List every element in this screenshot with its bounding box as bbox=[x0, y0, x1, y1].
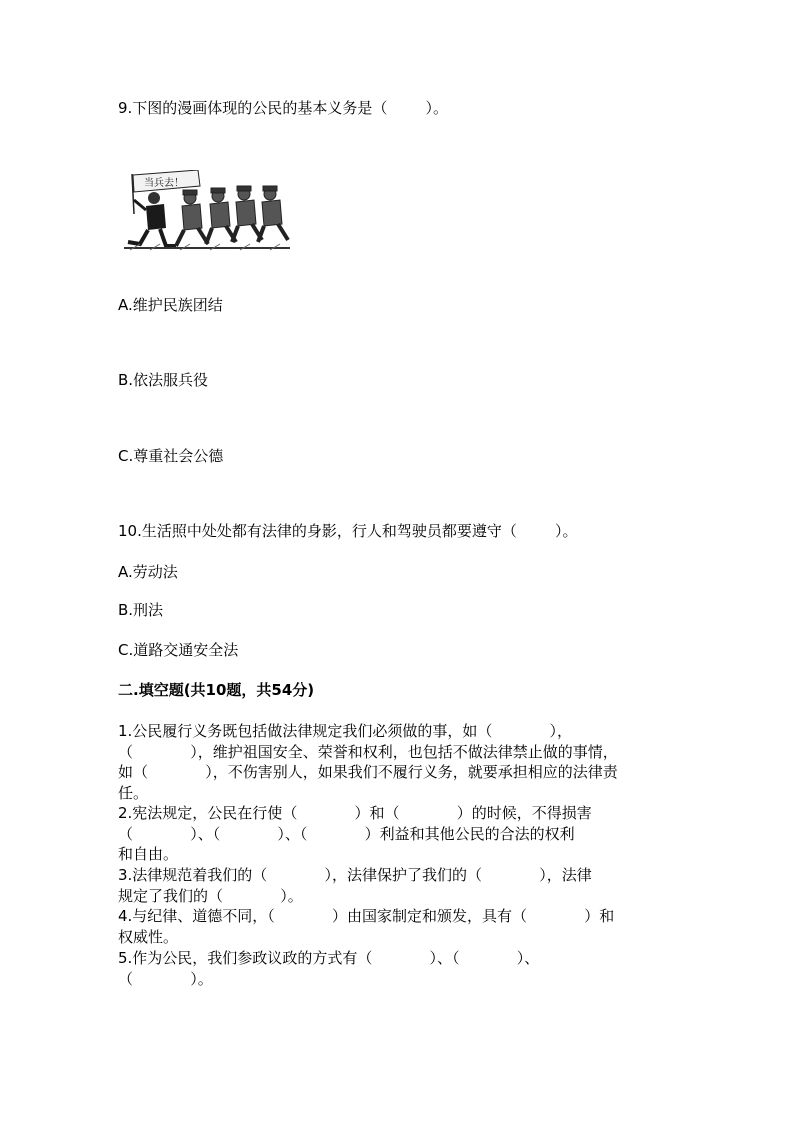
flag-slogan: 当兵去！ bbox=[144, 178, 184, 189]
fill-item-5-line: （ ）。 bbox=[118, 969, 213, 988]
fill-item-3-line: 规定了我们的（ ）。 bbox=[118, 886, 303, 905]
fill-item-5-line: 5.作为公民，我们参政议政的方式有（ ）、（ ）、 bbox=[118, 949, 540, 967]
fill-item-2 bbox=[118, 803, 678, 865]
question-10-option-a: A.劳动法 bbox=[118, 563, 178, 581]
question-10-option-c: C.道路交通安全法 bbox=[118, 641, 239, 659]
fill-item-2-line: 2.宪法规定，公民在行使（ ）和（ ）的时候，不得损害 bbox=[118, 804, 592, 822]
fill-item-2-line: （ ）、（ ）、（ ）利益和其他公民的合法的权利 bbox=[118, 824, 575, 843]
question-9-option-c: C.尊重社会公德 bbox=[118, 447, 224, 465]
fill-item-1-line: （ ），维护祖国安全、荣誉和权利，也包括不做法律禁止做的事情， bbox=[118, 742, 618, 761]
question-9-option-a: A.维护民族团结 bbox=[118, 296, 223, 314]
fill-item-3-line: 3.法律规范着我们的（ ），法律保护了我们的（ ），法律 bbox=[118, 866, 592, 884]
question-10-option-b: B.刑法 bbox=[118, 601, 164, 619]
fill-item-4 bbox=[118, 906, 678, 947]
fill-item-2-line: 和自由。 bbox=[118, 845, 179, 863]
fill-item-4-line: 权威性。 bbox=[118, 927, 179, 946]
fill-item-4-line: 4.与纪律、道德不同，（ ）由国家制定和颁发，具有（ ）和 bbox=[118, 907, 615, 925]
fill-item-3 bbox=[118, 865, 678, 906]
soldier-cartoon-image bbox=[120, 170, 292, 252]
fill-item-1-line: 1.公民履行义务既包括做法律规定我们必须做的事，如（ ）， bbox=[118, 722, 573, 740]
question-9-option-b: B.依法服兵役 bbox=[118, 371, 209, 389]
fill-item-1 bbox=[118, 721, 678, 803]
fill-item-1-line: 如（ ），不伤害别人，如果我们不履行义务，就要承担相应的法律责 bbox=[118, 763, 618, 781]
fill-item-1-line: 任。 bbox=[118, 783, 149, 802]
fill-item-5 bbox=[118, 948, 678, 989]
question-10-stem: 10.生活照中处处都有法律的身影，行人和驾驶员都要遵守（ ）。 bbox=[118, 522, 578, 540]
question-9-stem: 9.下图的漫画体现的公民的基本义务是（ ）。 bbox=[118, 99, 448, 117]
section-2-heading: 二.填空题(共10题，共54分) bbox=[118, 681, 315, 699]
